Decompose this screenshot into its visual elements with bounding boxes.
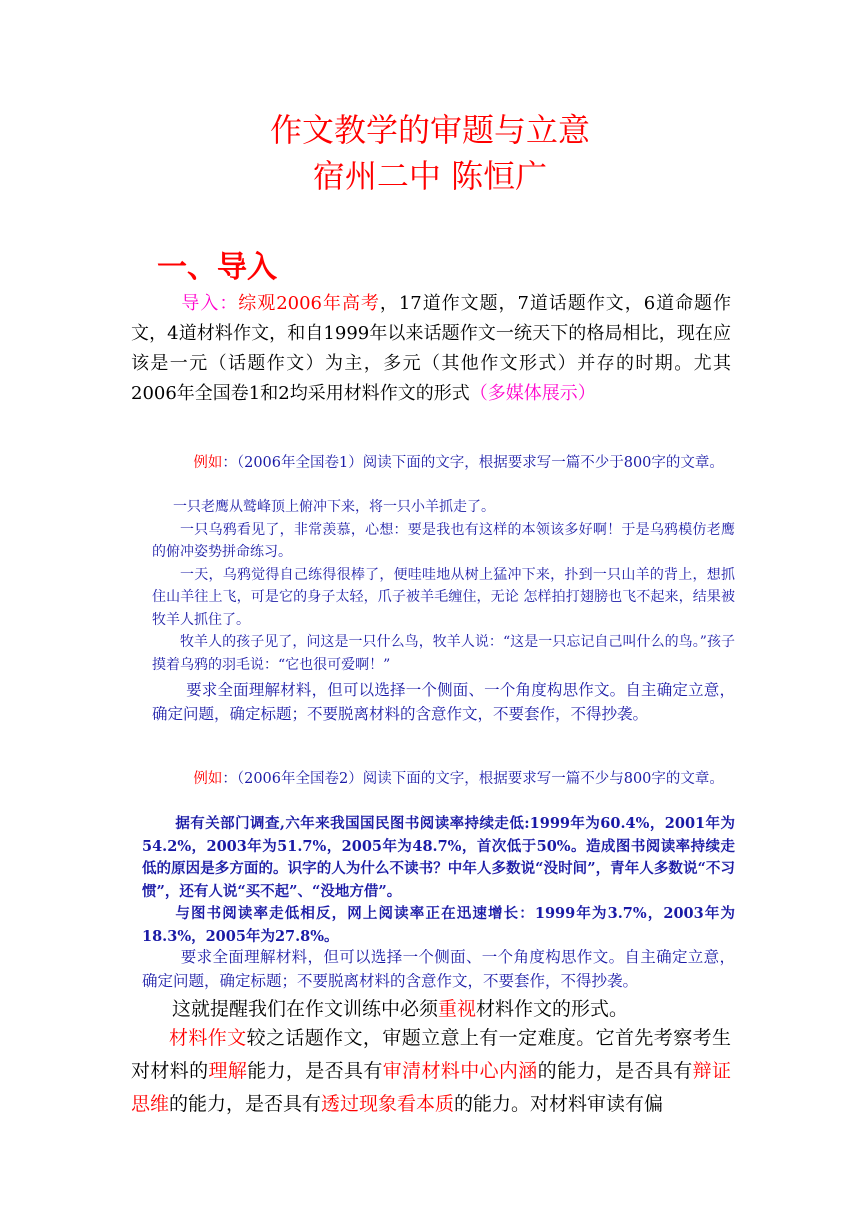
example1-block — [160, 452, 735, 474]
intro-paragraph — [131, 289, 731, 409]
example1-para: 牧羊人的孩子见了，问这是一只什么鸟，牧羊人说：“这是一只忘记自己叫什么的鸟。”孩子摸着乌鸦的羽毛说：“它也很可爱啊！” — [152, 634, 735, 673]
example1-material — [152, 496, 735, 676]
example2-para: 据有关部门调查,六年来我国国民图书阅读率持续走低:1999年为60.4%，2001年为54.2%，2003年为51.7%，2005年为48.7%，首次低于50%。造成图书阅读率持续走低的原因是多方面的。识字的人为什么不读书？中年人多数说“没时间”，青年人多数说“不习惯”，还有人说“买不起”、“没地方借”。 — [142, 815, 735, 900]
reminder-emphasis: 重视 — [438, 998, 477, 1020]
example1-para: 一只乌鸦看见了，非常羡慕，心想：要是我也有这样的本领该多好啊！于是乌鸦模仿老鹰的俯冲姿势拼命练习。 — [152, 521, 735, 560]
intro-highlight: 综观2006年高考 — [238, 293, 380, 314]
example1-head-text: ：（2006年全国卷1）阅读下面的文字，根据要求写一篇不少于800字的文章。 — [222, 455, 724, 471]
example2-material — [142, 813, 735, 948]
example1-head — [160, 452, 735, 474]
intro-label: 导入： — [181, 293, 239, 314]
example1-label: 例如 — [193, 455, 223, 471]
example1-para: 一只老鹰从鹫峰顶上俯冲下来，将一只小羊抓走了。 — [173, 499, 495, 515]
reminder-line: 这就提醒我们在作文训练中必须重视材料作文的形式。 — [172, 998, 629, 1020]
section-heading: 一、导入 — [157, 250, 277, 285]
example2-head-text: ：（2006年全国卷2）阅读下面的文字，根据要求写一篇不少与800字的文章。 — [222, 771, 724, 787]
analysis-paragraph: 材料作文较之话题作文，审题立意上有一定难度。它首先考察考生对材料的理解能力，是否具有审清材料中心内涵的能力，是否具有辩证思维的能力，是否具有透过现象看本质的能力。对材料审读有偏 — [131, 1027, 731, 1115]
intro-note: （多媒体展示） — [469, 383, 596, 404]
example2-head — [160, 768, 735, 790]
intro-text: ，17道作文题，7道话题作文，6道命题作文，4道材料作文，和自1999年以来话题作文一统天下的格局相比，现在应该是一元（话题作文）为主，多元（其他作文形式）并存的时期。尤其2006年全国卷1和2均采用材料作文的形式 — [131, 293, 732, 404]
page-subtitle: 宿州二中 陈恒广 — [312, 157, 548, 195]
example2-requirement: 要求全面理解材料，但可以选择一个侧面、一个角度构思作文。自主确定立意，确定问题，确定标题；不要脱离材料的含意作文，不要套作，不得抄袭。 — [142, 948, 735, 990]
example2-block — [160, 768, 735, 790]
example1-para: 一天，乌鸦觉得自己练得很棒了，便哇哇地从树上猛冲下来，扑到一只山羊的背上，想抓住山羊往上飞，可是它的身子太轻，爪子被羊毛缠住，无论 怎样拍打翅膀也飞不起来，结果被牧羊人抓住了。 — [152, 566, 735, 628]
page-title: 作文教学的审题与立意 — [269, 111, 590, 149]
example2-label: 例如 — [193, 771, 223, 787]
example1-requirement: 要求全面理解材料，但可以选择一个侧面、一个角度构思作文。自主确定立意，确定问题，确定标题；不要脱离材料的含意作文，不要套作，不得抄袭。 — [152, 681, 735, 723]
example2-para: 与图书阅读率走低相反，网上阅读率正在迅速增长：1999年为3.7%，2003年为18.3%，2005年为27.8%。 — [142, 905, 735, 945]
